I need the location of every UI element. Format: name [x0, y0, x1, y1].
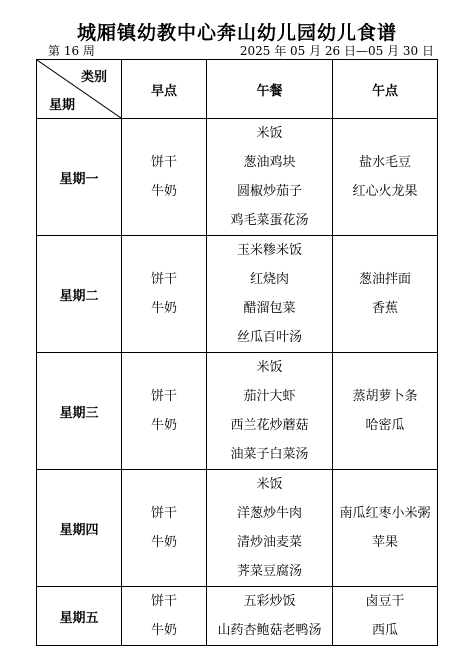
lunch-cell [207, 587, 333, 646]
table-row [37, 470, 438, 587]
menu-item: 米饭 [256, 477, 283, 492]
table-row [37, 587, 438, 646]
breakfast-cell [122, 587, 207, 646]
menu-table [36, 59, 438, 646]
day-cell: 星期一 [37, 119, 122, 236]
column-header-lunch: 午餐 [207, 60, 333, 119]
day-cell: 星期三 [37, 353, 122, 470]
breakfast-cell [122, 353, 207, 470]
day-cell: 星期二 [37, 236, 122, 353]
corner-category-label: 类别 [80, 70, 107, 85]
menu-item: 哈密瓜 [365, 418, 405, 433]
menu-item: 葱油拌面 [358, 272, 411, 287]
date-range: 2025 年 05 月 26 日—05 月 30 日 [239, 44, 434, 58]
lunch-cell [207, 119, 333, 236]
breakfast-cell [122, 119, 207, 236]
menu-item: 香蕉 [371, 301, 398, 316]
menu-item: 油菜子白菜汤 [230, 447, 309, 462]
menu-item: 洋葱炒牛肉 [236, 506, 302, 521]
week-number: 第 16 周 [48, 44, 95, 58]
menu-item: 山药杏鲍菇老鸭汤 [217, 623, 322, 638]
menu-item: 饼干 [150, 594, 177, 609]
corner-header [37, 60, 122, 119]
table-row [37, 236, 438, 353]
menu-item: 荠菜豆腐汤 [236, 564, 302, 579]
table-row [37, 353, 438, 470]
menu-item: 红烧肉 [249, 272, 289, 287]
menu-item: 饼干 [150, 155, 177, 170]
menu-item: 丝瓜百叶汤 [236, 330, 302, 345]
menu-item: 米饭 [256, 126, 283, 141]
menu-item: 葱油鸡块 [243, 155, 296, 170]
menu-item: 米饭 [256, 360, 283, 375]
header-row [37, 60, 438, 119]
day-cell: 星期四 [37, 470, 122, 587]
lunch-cell [207, 353, 333, 470]
menu-item: 茄汁大虾 [243, 389, 296, 404]
snack-cell [333, 236, 438, 353]
snack-cell [333, 470, 438, 587]
menu-item: 清炒油麦菜 [236, 535, 302, 550]
breakfast-cell [122, 470, 207, 587]
lunch-cell [207, 236, 333, 353]
menu-item: 蒸胡萝卜条 [352, 389, 418, 404]
menu-item: 牛奶 [150, 418, 177, 433]
menu-item: 五彩炒饭 [243, 594, 296, 609]
menu-item: 西兰花炒蘑菇 [230, 418, 309, 433]
menu-item: 鸡毛菜蛋花汤 [230, 213, 309, 228]
corner-day-label: 星期 [49, 98, 76, 113]
menu-item: 玉米糁米饭 [236, 243, 302, 258]
snack-cell [333, 353, 438, 470]
menu-item: 红心火龙果 [352, 184, 418, 199]
page-title: 城厢镇幼教中心奔山幼儿园幼儿食谱 [76, 22, 397, 44]
menu-item: 牛奶 [150, 301, 177, 316]
menu-item: 卤豆干 [365, 594, 405, 609]
menu-item: 牛奶 [150, 623, 177, 638]
menu-item: 饼干 [150, 506, 177, 521]
menu-item: 南瓜红枣小米粥 [339, 506, 431, 521]
table-row [37, 119, 438, 236]
menu-item: 牛奶 [150, 184, 177, 199]
menu-item: 牛奶 [150, 535, 177, 550]
snack-cell [333, 119, 438, 236]
menu-item: 饼干 [150, 389, 177, 404]
lunch-cell [207, 470, 333, 587]
menu-item: 饼干 [150, 272, 177, 287]
day-cell: 星期五 [37, 587, 122, 646]
menu-item: 盐水毛豆 [358, 155, 411, 170]
menu-item: 苹果 [371, 535, 398, 550]
snack-cell [333, 587, 438, 646]
column-header-breakfast: 早点 [122, 60, 207, 119]
column-header-snack: 午点 [333, 60, 438, 119]
menu-item: 西瓜 [371, 623, 398, 638]
menu-item: 醋溜包菜 [243, 301, 296, 316]
menu-item: 圆椒炒茄子 [236, 184, 302, 199]
breakfast-cell [122, 236, 207, 353]
